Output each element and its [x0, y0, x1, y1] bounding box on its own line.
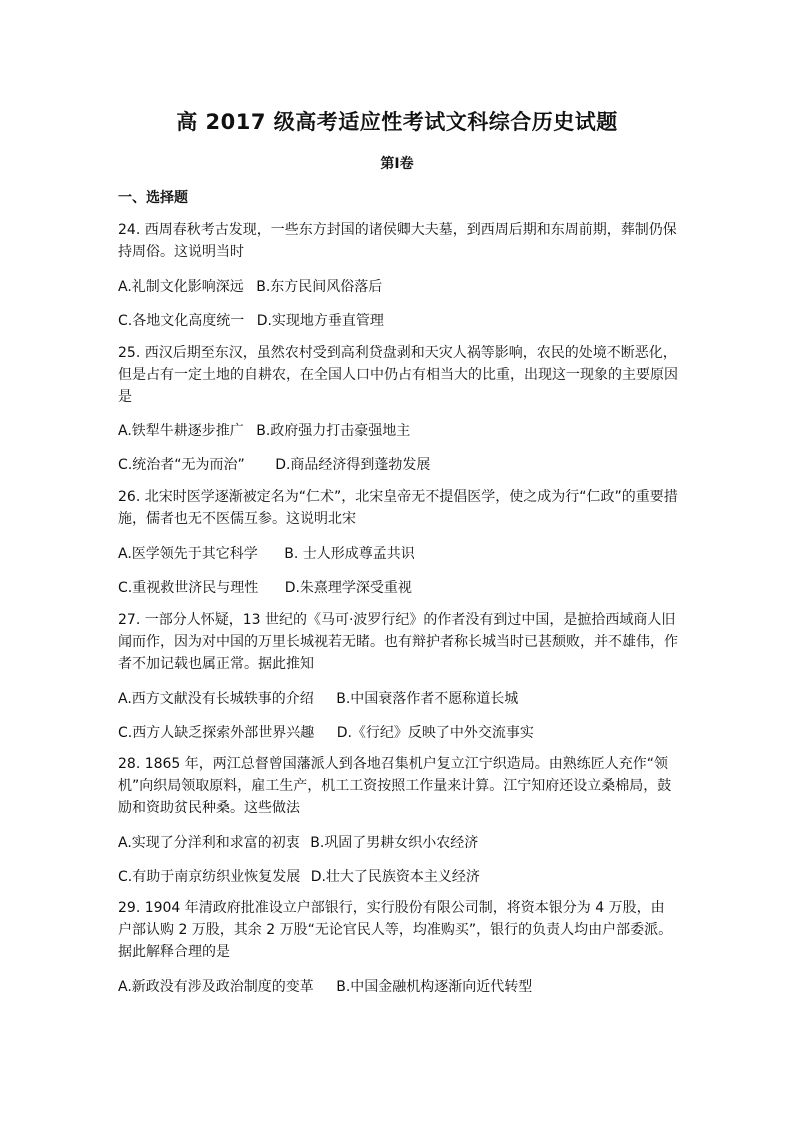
option-a: A.医学领先于其它科学: [118, 546, 258, 562]
question-28-stem: 28. 1865 年，两江总督曾国藩派人到各地召集机户复立江宁织造局。由熟练匠人充作“领机”向织局领取原料，雇工生产，机工工资按照工作量来计算。江宁知府还设立桑棉局，鼓励和资助贫民种桑。这些做法: [118, 756, 672, 816]
option-b: B.中国衰落作者不愿称道长城: [336, 691, 519, 707]
question-27-options-row1: [118, 688, 698, 708]
question-28-options-row2: [118, 866, 698, 886]
option-b: B.中国金融机构逐渐向近代转型: [336, 979, 533, 995]
question-29-options-row1: [118, 976, 698, 996]
option-b: B.政府强力打击豪强地主: [256, 423, 411, 439]
option-c: C.西方人缺乏探索外部世界兴趣: [118, 725, 315, 741]
option-d: D.《行纪》反映了中外交流事实: [336, 725, 534, 741]
question-25-options-row2: [118, 454, 698, 474]
volume-label: 第Ⅰ卷: [380, 156, 414, 172]
option-a: A.实现了分洋利和求富的初衷: [118, 835, 300, 851]
option-a: A.铁犁牛耕逐步推广: [118, 423, 244, 439]
option-d: D.朱熹理学深受重视: [284, 580, 412, 596]
option-a: A.西方文献没有长城轶事的介绍: [118, 691, 314, 707]
option-a: A.新政没有涉及政治制度的变革: [118, 979, 314, 995]
question-25-stem: 25. 西汉后期至东汉，虽然农村受到高利贷盘剥和天灾人祸等影响，农民的处境不断恶化，但是占有一定土地的自耕农，在全国人口中仍占有相当大的比重，出现这一现象的主要原因是: [118, 345, 678, 405]
section-heading: 一、选择题: [118, 190, 188, 206]
option-d: D.壮大了民族资本主义经济: [310, 869, 480, 885]
option-c: C.各地文化高度统一: [118, 313, 245, 329]
option-b: B. 士人形成尊孟共识: [284, 546, 415, 562]
option-b: B.东方民间风俗落后: [256, 279, 383, 295]
question-26-stem: 26. 北宋时医学逐渐被定名为“仁术”，北宋皇帝无不提倡医学，使之成为行“仁政”的重要措施，儒者也无不医儒互参。这说明北宋: [118, 489, 678, 527]
question-24-options-row2: [118, 310, 698, 330]
question-24-stem: 24. 西周春秋考古发现，一些东方封国的诸侯卿大夫墓，到西周后期和东周前期，葬制仍保持周俗。这说明当时: [118, 222, 677, 260]
option-c: C.有助于南京纺织业恢复发展: [118, 869, 301, 885]
question-28-options-row1: [118, 832, 698, 852]
option-c: C.重视救世济民与理性: [118, 580, 259, 596]
question-26-options-row2: [118, 577, 698, 597]
option-d: D.实现地方垂直管理: [256, 313, 384, 329]
option-d: D.商品经济得到蓬勃发展: [275, 457, 431, 473]
option-a: A.礼制文化影响深远: [118, 279, 244, 295]
question-24-options-row1: [118, 276, 698, 296]
question-27-options-row2: [118, 722, 698, 742]
question-25-options-row1: [118, 420, 698, 440]
option-c: C.统治者“无为而治”: [118, 457, 245, 473]
question-27-stem: 27. 一部分人怀疑，13 世纪的《马可·波罗行纪》的作者没有到过中国，是摭拾西域商人旧闻而作，因为对中国的万里长城视若无睹。也有辩护者称长城当时已甚颓败，并不雄伟，作者不加记载也属正常。据此推知: [118, 612, 678, 672]
page-title: 高 2017 级高考适应性考试文科综合历史试题: [176, 110, 618, 134]
option-b: B.巩固了男耕女织小农经济: [310, 835, 479, 851]
question-29-stem: 29. 1904 年清政府批准设立户部银行，实行股份有限公司制，将资本银分为 4 万股，由户部认购 2 万股，其余 2 万股“无论官民人等，均准购买”，银行的负责人均由户部委派。据此解释合理的是: [118, 900, 673, 960]
question-26-options-row1: [118, 543, 698, 563]
